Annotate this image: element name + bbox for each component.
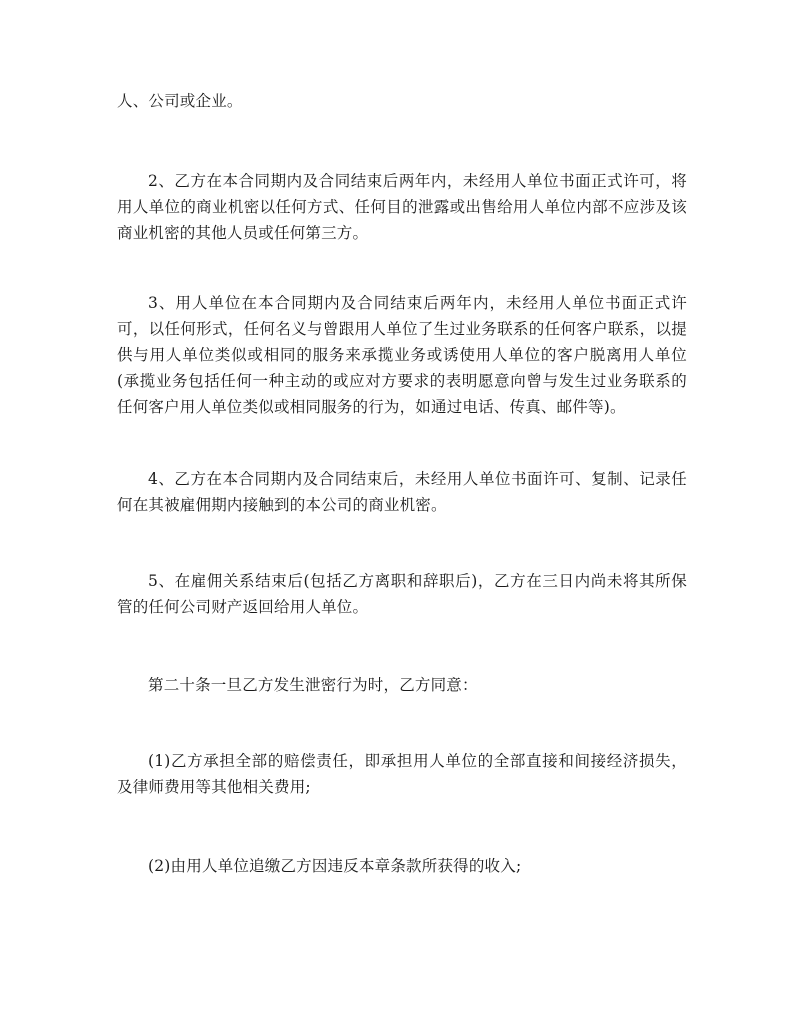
paragraph-item-1: (1)乙方承担全部的赔偿责任，即承担用人单位的全部直接和间接经济损失，及律师费用等其他相关费用;: [117, 752, 687, 796]
paragraph-item-2: (2)由用人单位追缴乙方因违反本章条款所获得的收入;: [148, 857, 522, 875]
paragraph-continuation: 人、公司或企业。: [117, 92, 243, 110]
paragraph-clause-3: 3、用人单位在本合同期内及合同结束后两年内，未经用人单位书面正式许可，以任何形式，任何名义与曾跟用人单位了生过业务联系的任何客户联系，以提供与用人单位类似或相同的服务来承揽业务或诱使用人单位的客户脱离用人单位(承揽业务包括任何一种主动的或应对方要求的表明愿意向曾与发生过业务联系的任何客户用人单位类似或相同服务的行为，如通过电话、传真、邮件等)。: [117, 294, 687, 416]
paragraph-clause-2: 2、乙方在本合同期内及合同结束后两年内，未经用人单位书面正式许可，将用人单位的商业机密以任何方式、任何目的泄露或出售给用人单位内部不应涉及该商业机密的其他人员或任何第三方。: [117, 172, 687, 242]
paragraph-clause-5: 5、在雇佣关系结束后(包括乙方离职和辞职后)，乙方在三日内尚未将其所保管的任何公司财产返回给用人单位。: [117, 572, 687, 616]
paragraph-clause-4: 4、乙方在本合同期内及合同结束后，未经用人单位书面许可、复制、记录任何在其被雇佣期内接触到的本公司的商业机密。: [117, 470, 687, 514]
paragraph-article-20: 第二十条一旦乙方发生泄密行为时，乙方同意：: [148, 676, 478, 694]
